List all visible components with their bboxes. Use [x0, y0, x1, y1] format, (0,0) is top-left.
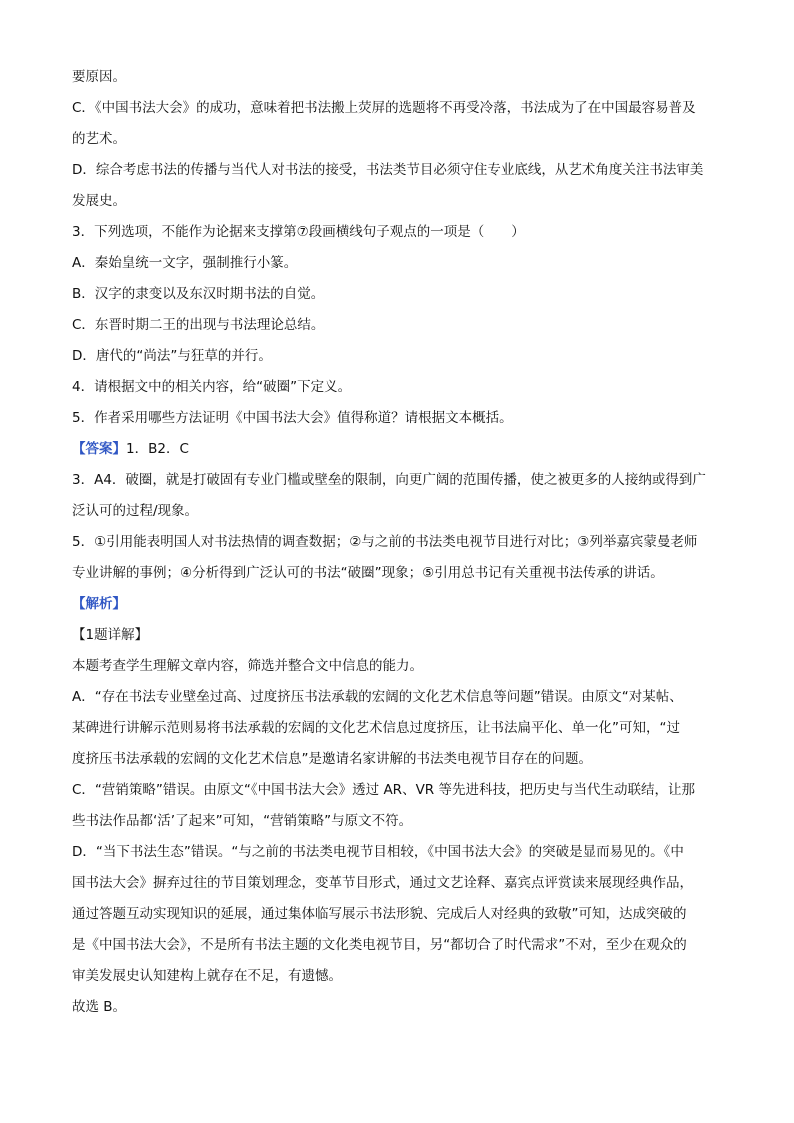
- text-line-22: 某碑进行讲解示范则易将书法承载的宏阔的文化艺术信息过度挤压，让书法扁平化、单一化”可知，“过: [72, 720, 680, 736]
- text-line-21: A．“存在书法专业壁垒过高、过度挤压书法承载的宏阔的文化艺术信息等问题”错误。由原文“对某帖、: [72, 689, 683, 705]
- final-choice: 故选 B。: [72, 999, 127, 1015]
- question-5: 5．作者采用哪些方法证明《中国书法大会》值得称道？请根据文本概括。: [72, 410, 513, 426]
- text-line-20: 本题考查学生理解文章内容，筛选并整合文中信息的能力。: [72, 658, 423, 674]
- text-line-26: D．“当下书法生态”错误。“与之前的书法类电视节目相较，《中国书法大会》的突破是显而易见的。《中: [72, 844, 684, 860]
- text-line-16: 5．①引用能表明国人对书法热情的调查数据；②与之前的书法类电视节目进行对比；③列举嘉宾蒙曼老师: [72, 534, 698, 550]
- option-c: C．东晋时期二王的出现与书法理论总结。: [72, 317, 325, 333]
- text-line-4: D．综合考虑书法的传播与当代人对书法的接受，书法类节目必须守住专业底线，从艺术角度关注书法审美: [72, 162, 704, 178]
- text-line-17: 专业讲解的事例；④分析得到广泛认可的书法“破圈”现象；⑤引用总书记有关重视书法传承的讲话。: [72, 565, 664, 581]
- text-line-29: 是《中国书法大会》，不是所有书法主题的文化类电视节目，另“都切合了时代需求”不对，至少在观众的: [72, 937, 687, 953]
- question-4: 4．请根据文中的相关内容，给“破圈”下定义。: [72, 379, 352, 395]
- option-d: D．唐代的“尚法”与狂草的并行。: [72, 348, 272, 364]
- text-line-23: 度挤压书法承载的宏阔的文化艺术信息”是邀请名家讲解的书法类电视节目存在的问题。: [72, 751, 592, 767]
- question-3: 3．下列选项，不能作为论据来支撑第⑦段画横线句子观点的一项是（ ）: [72, 224, 525, 240]
- analysis-line: [72, 589, 724, 620]
- text-line-14: 3．A4．破圈，就是打破固有专业门槛或壁垒的限制，向更广阔的范围传播，使之被更多的人接纳或得到广: [72, 472, 706, 488]
- text-line-15: 泛认可的过程/现象。: [72, 503, 199, 519]
- option-b: B．汉字的隶变以及东汉时期书法的自觉。: [72, 286, 325, 302]
- text-line-5: 发展史。: [72, 193, 126, 209]
- text-line-24: C．“营销策略”错误。由原文“《中国书法大会》透过 AR、VR 等先进科技，把历史与当代生动联结，让那: [72, 782, 695, 798]
- text-line-27: 国书法大会》摒弃过往的节目策划理念，变革节目形式，通过文艺诠释、嘉宾点评赏读来展现经典作品，: [72, 875, 693, 891]
- text-line-2: C．《中国书法大会》的成功，意味着把书法搬上荧屏的选题将不再受冷落，书法成为了在中国最容易普及: [72, 100, 696, 116]
- answer-line: 【答案】1．B2．C: [72, 441, 189, 457]
- text-line-28: 通过答题互动实现知识的延展，通过集体临写展示书法形貌、完成后人对经典的致敬”可知，达成突破的: [72, 906, 687, 922]
- detail-heading: 【1题详解】: [72, 627, 149, 643]
- text-line-25: 些书法作品都‘活’了起来”可知，“营销策略”与原文不符。: [72, 813, 413, 829]
- text-line-1: 要原因。: [72, 69, 126, 85]
- text-line-30: 审美发展史认知建构上就存在不足，有遗憾。: [72, 968, 342, 984]
- answer-tag: 【答案】: [72, 441, 126, 457]
- analysis-tag: 【解析】: [72, 596, 126, 612]
- text-line-3: 的艺术。: [72, 131, 126, 147]
- option-a: A．秦始皇统一文字，强制推行小篆。: [72, 255, 298, 271]
- document-page: [72, 62, 724, 1023]
